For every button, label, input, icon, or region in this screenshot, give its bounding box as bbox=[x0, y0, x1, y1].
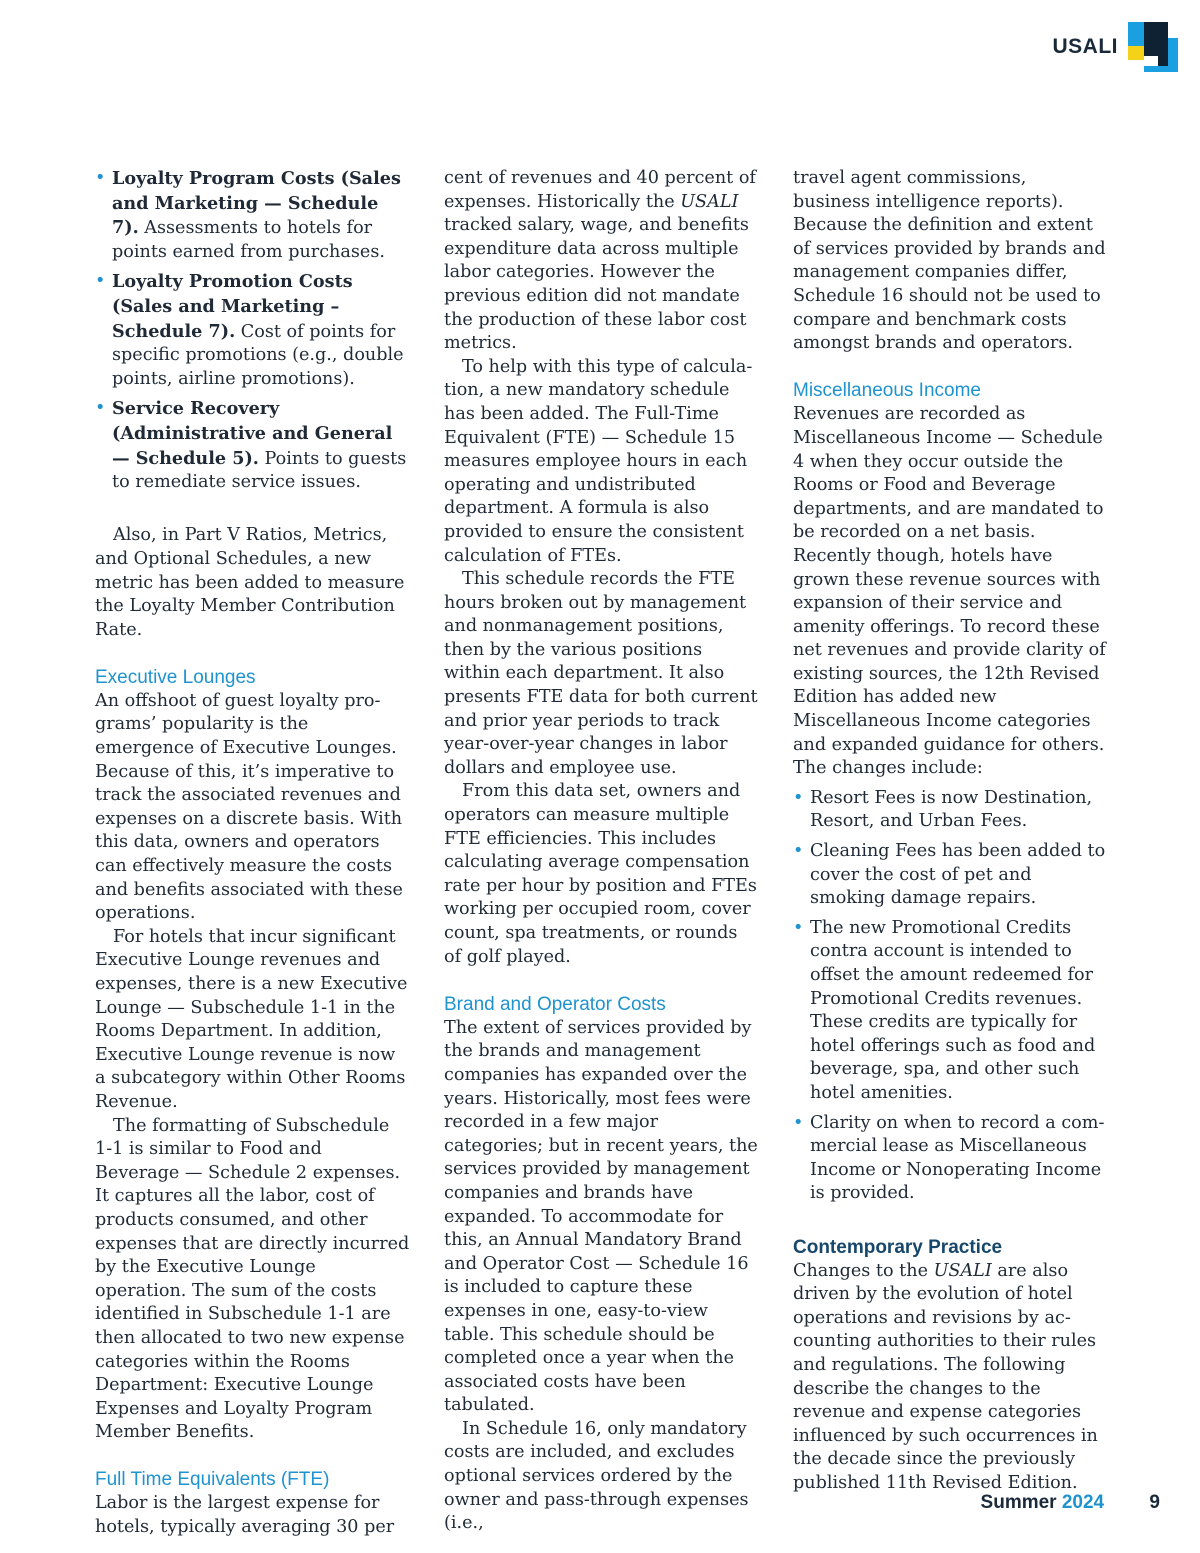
list-item-title: Loyalty Promotion Costs (Sales and Marketing – Schedule 7). bbox=[112, 271, 353, 342]
brand-name: USALI bbox=[1052, 35, 1118, 58]
page-number: 9 bbox=[1149, 1492, 1160, 1513]
section-heading-misc-income: Miscellaneous Income bbox=[793, 380, 981, 402]
bullet-icon: • bbox=[793, 917, 804, 938]
paragraph: In Schedule 16, only mandatory costs are included, and excludes optional services ordered by the owner and pass-through expenses (i.e., bbox=[444, 1418, 749, 1534]
paragraph: To help with this type of calculation, a new mandatory schedule has been added. The Full-Time Equivalent (FTE) — Schedule 15 measures employee hours in each operating and undistributed department. A formula is also provided to ensure the consistent calculation of FTEs. bbox=[444, 356, 753, 566]
list-item-text: Cost of points for specific promotions (e.g., double points, airline promotions). bbox=[112, 321, 404, 389]
list-item-text: Resort Fees is now Destination, Resort, and Urban Fees. bbox=[810, 787, 1093, 832]
issue-season: Summer bbox=[980, 1492, 1057, 1513]
loyalty-cost-list bbox=[95, 167, 410, 495]
paragraph: For hotels that incur significant Executive Lounge revenues and expenses, there is a new Executive Lounge — Subschedule 1-1 in the Rooms Department. In addition, Executive Lounge revenue is now a subcategory within Other Rooms Revenue. bbox=[95, 926, 408, 1112]
paragraph: Revenues are recorded as Miscellaneous Income — Schedule 4 when they occur outside the Rooms or Food and Beverage departments, and are mandated to be recorded on a net basis. Recently though, hotels have grown these revenue sources with expansion of their service and amenity offerings. To record these net revenues and provide clarity of existing sources, the 12th Revised Edition has added new Miscellaneous Income categories and expanded guidance for others. The changes include: bbox=[793, 404, 1106, 779]
section-heading-fte: Full Time Equivalents (FTE) bbox=[95, 1469, 330, 1491]
list-item-text: Points to guests to remediate service issues. bbox=[112, 448, 407, 493]
list-item-text: Clarity on when to record a commercial lease as Miscellaneous Income or Nonoperating Income is provided. bbox=[810, 1112, 1105, 1204]
section-heading-executive-lounges: Executive Lounges bbox=[95, 666, 256, 688]
paragraph: Changes to the USALI are also driven by the evolution of hotel operations and revisions by accounting authorities to their rules and regulations. The following describe the changes to the revenue and expense categories influenced by such occurrences in the decade since the previously published 11th Revised Edition. bbox=[793, 1260, 1098, 1493]
column-1 bbox=[95, 167, 410, 1540]
bullet-icon: • bbox=[793, 787, 804, 808]
bullet-icon: • bbox=[793, 1112, 804, 1133]
paragraph: The formatting of Subschedule 1-1 is similar to Food and Beverage — Schedule 2 expenses. It captures all the labor, cost of products consumed, and other expenses that are directly incurred by the Executive Lounge operation. The sum of the costs identified in Subschedule 1-1 are then allocated to two new expense categories within the Rooms Department: Executive Lounge Expenses and Loyalty Program Member Benefits. bbox=[95, 1115, 410, 1443]
list-item bbox=[793, 917, 1108, 1106]
paragraph: Also, in Part V Ratios, Metrics, and Optional Schedules, a new metric has been added to measure the Loyalty Member Contribution Rate. bbox=[95, 525, 405, 640]
list-item-text: The new Promotional Credits contra account is intended to offset the amount redeemed for Promotional Credits revenues. These credits are typically for hotel offerings such as food and beverage, spa, and other such hotel amenities. bbox=[810, 917, 1096, 1103]
section-heading-brand-operator-costs: Brand and Operator Costs bbox=[444, 993, 666, 1015]
list-item bbox=[793, 840, 1108, 911]
paragraph: The extent of services provided by the brands and management companies has expanded over the years. Historically, most fees were recorded in a few major categories; but in recent years, the services provided by management companies and brands have expanded. To accommodate for this, an Annual Mandatory Brand and Operator Cost — Schedule 16 is included to capture these expenses in one, easy-to-view table. This schedule should be completed once a year when the associated costs have been tabulated. bbox=[444, 1017, 758, 1416]
bullet-icon: • bbox=[95, 168, 106, 188]
paragraph: Labor is the largest expense for hotels, typically averaging 30 per bbox=[95, 1493, 395, 1538]
list-item-text: Assessments to hotels for points earned from purchases. bbox=[112, 218, 385, 262]
list-item bbox=[793, 787, 1108, 834]
list-item bbox=[95, 397, 410, 494]
column-3 bbox=[793, 167, 1108, 1495]
brand-header bbox=[1053, 22, 1179, 72]
list-item-title: Loyalty Program Costs (Sales and Marketing — Schedule 7). bbox=[112, 168, 401, 239]
usali-logo-icon bbox=[1128, 22, 1178, 72]
paragraph: An offshoot of guest loyalty programs’ popularity is the emergence of Executive Lounges. Because of this, it’s imperative to track the associated revenues and expenses on a discrete basis. With this data, owners and operators can effectively measure the costs and benefits associated with these operations. bbox=[95, 690, 403, 924]
misc-income-changes-list bbox=[793, 787, 1108, 1206]
paragraph: travel agent commissions, business intelligence reports). Because the definition and extent of services provided by brands and management companies differ, Schedule 16 should not be used to compare and benchmark costs amongst brands and operators. bbox=[793, 168, 1106, 354]
page-footer bbox=[981, 1492, 1160, 1514]
section-heading-contemporary-practice: Contemporary Practice bbox=[793, 1236, 1003, 1258]
list-item-title: Service Recovery (Administrative and General — Schedule 5). bbox=[112, 398, 393, 469]
bullet-icon: • bbox=[95, 271, 106, 292]
bullet-icon: • bbox=[793, 841, 804, 862]
issue-year: 2024 bbox=[1061, 1492, 1105, 1513]
list-item bbox=[793, 1112, 1108, 1206]
paragraph: This schedule records the FTE hours broken out by management and nonmanagement positions, then by the various positions within each department. It also presents FTE data for both current and prior year periods to track year-over-year changes in labor dollars and employee use. bbox=[444, 569, 758, 778]
list-item bbox=[95, 167, 410, 264]
paragraph: cent of revenues and 40 percent of expenses. Historically the USALI tracked salary, wage, and benefits expenditure data across multiple labor categories. However the previous edition did not mandate the production of these labor cost metrics. bbox=[444, 168, 756, 354]
list-item bbox=[95, 270, 410, 391]
column-2 bbox=[444, 167, 759, 1536]
paragraph: From this data set, owners and operators can measure multiple FTE efficiencies. This includes calculating average compensation rate per hour by position and FTEs working per occupied room, cover count, spa treatments, or rounds of golf played. bbox=[444, 781, 757, 967]
bullet-icon: • bbox=[95, 398, 106, 419]
list-item-text: Cleaning Fees has been added to cover the cost of pet and smoking damage repairs. bbox=[810, 841, 1106, 909]
